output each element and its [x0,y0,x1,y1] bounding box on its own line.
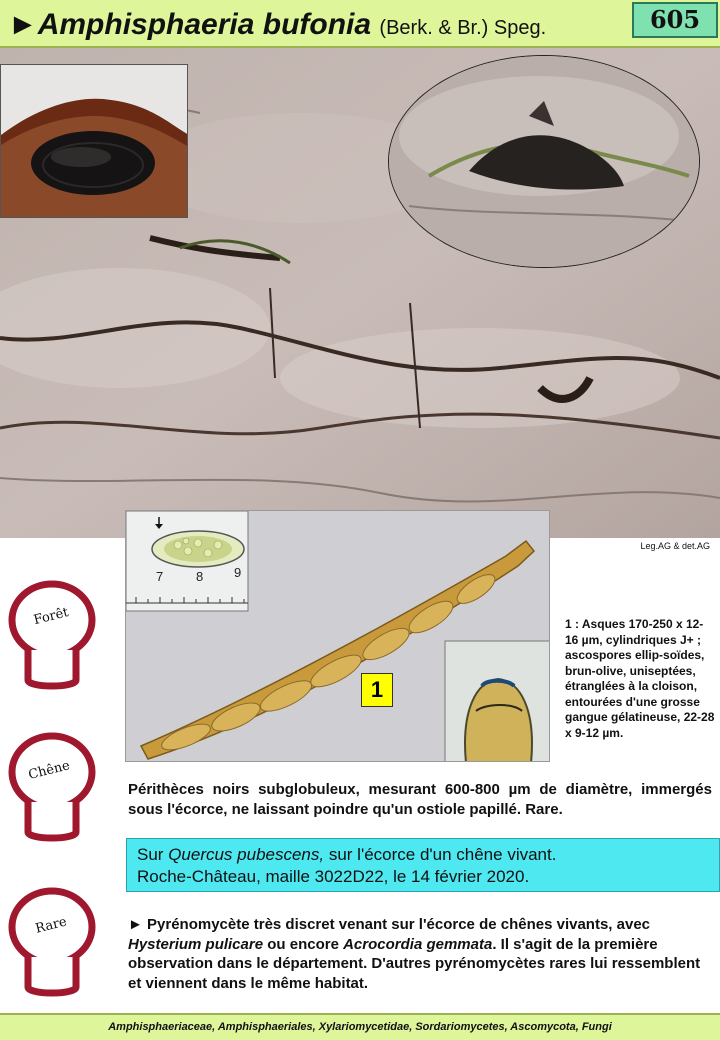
habitat-line-2: Roche-Château, maille 3022D22, le 14 février 2020. [137,867,530,886]
credit-text: Leg.AG & det.AG [640,541,710,551]
species-name: Amphisphaeria bufonia [37,8,372,41]
ascus-caption: 1 : Asques 170-250 x 12-16 µm, cylindriques J+ ; ascospores ellip-soïdes, brun-olive, uniseptées, étranglées à la cloison, entourées d'une grosse gangue gélatineuse, 22-28 x 9-12 µm. [565,617,715,740]
notes-species-1: Hysterium pulicare [128,935,264,953]
habitat-line-1 [137,844,719,866]
inset-section-photo [0,64,188,218]
microscopy-panel [125,510,550,762]
habitat-box [126,838,720,892]
figure-label: 1 [361,673,393,707]
scale-label-9: 9 [234,565,242,580]
species-authority: (Berk. & Br.) Speg. [379,17,547,39]
closeup-ellipse-photo [388,55,700,268]
badge-foret [6,578,98,698]
habitat-prefix: Sur [137,845,169,864]
badge-rare [6,885,98,1005]
plate-number: 605 [632,2,718,38]
notes-part-1: ► Pyrénomycète très discret venant sur l'écorce de chênes vivants, avec [128,916,651,933]
header-bar [0,0,720,48]
badge-label-foret: Forêt [32,605,71,629]
notes-part-3: . Il s'agit de la première observation dans le département. D'autres pyrénomycètes rares lui ressemblent et viennent dans le même habitat. [128,935,701,992]
page-title [8,8,546,42]
notes-part-2: ou encore [263,935,344,953]
taxonomy-footer: Amphisphaeriaceae, Amphisphaeriales, Xylariomycetidae, Sordariomycetes, Ascomycota, Fungi [0,1013,720,1040]
badge-label-rare: Rare [33,914,69,937]
habitat-suffix: sur l'écorce d'un chêne vivant. [324,845,557,864]
arrow-icon: ► [8,8,38,41]
scale-label-7: 7 [156,569,164,584]
badge-label-chene: Chêne [26,758,72,783]
habitat-host: Quercus pubescens, [168,845,325,864]
perithecia-description: Périthèces noirs subglobuleux, mesurant 600-800 µm de diamètre, immergés sous l'écorce, ne laissant poindre qu'un ostiole papillé. Rare. [128,781,712,818]
scale-label-8: 8 [196,569,204,584]
badge-chene [6,730,98,850]
notes-paragraph [128,915,712,993]
notes-species-2: Acrocordia gemmata [343,935,493,953]
